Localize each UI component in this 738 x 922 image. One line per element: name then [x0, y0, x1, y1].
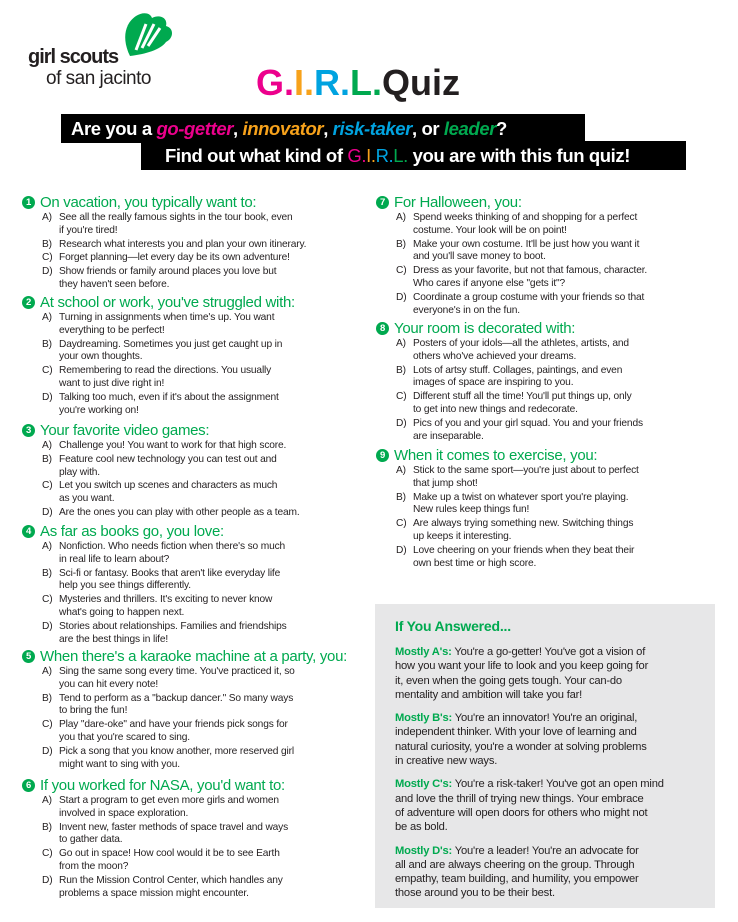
answer-letter: A) — [42, 541, 52, 552]
question-title — [376, 320, 716, 337]
answer-text: Love cheering on your friends when they beat their own best time or high score. — [413, 544, 635, 569]
answer-option — [42, 312, 362, 338]
question — [22, 194, 362, 293]
answer-letter: D) — [42, 266, 53, 278]
question — [376, 320, 716, 444]
answer-letter: D) — [42, 745, 53, 757]
result-label: Mostly D's: — [395, 844, 453, 857]
answer-text: Sci-fi or fantasy. Books that aren't like everyday life help you see things differently. — [59, 567, 281, 592]
answer-text: Tend to perform as a "backup dancer." So many ways to bring the fun! — [59, 692, 294, 717]
result-label: Mostly C's: — [395, 778, 453, 791]
answer-letter: C) — [42, 480, 53, 492]
answer-option — [396, 465, 716, 491]
answer-text: Are the ones you can play with other people as a team. — [59, 506, 300, 518]
girl-scouts-logo — [28, 10, 188, 90]
answer-text: Let you switch up scenes and characters as much as you want. — [59, 480, 278, 505]
answer-option — [396, 212, 716, 238]
answer-letter: A) — [396, 465, 406, 476]
answer-letter: A) — [396, 338, 406, 349]
answer-letter: C) — [42, 848, 53, 860]
answer-option — [42, 454, 362, 480]
answer-text: Forget planning—let every day be its own adventure! — [59, 252, 290, 264]
answer-letter: B) — [396, 364, 406, 376]
answer-option — [42, 239, 362, 252]
answer-list — [42, 541, 362, 646]
question — [22, 648, 362, 772]
answer-option — [42, 440, 362, 453]
answer-letter: B) — [42, 338, 52, 350]
answer-letter: B) — [42, 692, 52, 704]
answer-letter: B) — [396, 238, 406, 250]
result-item — [395, 777, 695, 834]
answer-text: See all the really famous sights in the tour book, even if you're tired! — [59, 212, 293, 236]
question-number-badge: 2 — [22, 296, 35, 309]
result-label: Mostly B's: — [395, 712, 453, 725]
question-text: For Halloween, you: — [394, 194, 522, 211]
answer-letter: D) — [42, 391, 53, 403]
page-title: G.I.R.L. Quiz — [256, 62, 461, 103]
answer-text: Remembering to read the directions. You usually want to just dive right in! — [59, 365, 272, 389]
answer-text: Coordinate a group costume with your friends so that everyone's in on the fun. — [413, 291, 645, 316]
answer-option — [42, 252, 362, 265]
answer-text: Show friends or family around places you love but they haven't seen before. — [59, 266, 277, 290]
question-text: On vacation, you typically want to: — [40, 194, 257, 211]
answer-option — [42, 666, 362, 692]
results-box — [375, 604, 715, 908]
question-number-badge: 9 — [376, 449, 389, 462]
question-title — [22, 422, 362, 439]
answer-option — [396, 518, 716, 544]
answer-option — [42, 848, 362, 874]
answer-letter: B) — [42, 567, 52, 579]
answer-letter: A) — [42, 212, 52, 223]
answer-letter: A) — [42, 440, 52, 451]
result-label: Mostly A's: — [395, 646, 452, 658]
question-number-badge: 6 — [22, 779, 35, 792]
answer-text: Play "dare-oke" and have your friends pick songs for you that you're scared to sing. — [59, 719, 288, 743]
answer-letter: C) — [396, 518, 407, 530]
question-title — [22, 523, 362, 540]
answer-list — [396, 465, 716, 570]
question-text: When there's a karaoke machine at a party, you: — [40, 648, 347, 665]
logo-text-line1: girl scouts — [28, 46, 119, 68]
question-title — [376, 447, 716, 464]
answer-option — [42, 822, 362, 848]
answer-list — [42, 440, 362, 520]
question-number-badge: 5 — [22, 650, 35, 663]
question-number-badge: 7 — [376, 196, 389, 209]
question-text: If you worked for NASA, you'd want to: — [40, 777, 285, 794]
answer-letter: B) — [42, 238, 52, 250]
results-heading: If You Answered... — [395, 618, 511, 634]
question-number-badge: 3 — [22, 424, 35, 437]
answer-option — [396, 492, 716, 518]
answer-letter: D) — [42, 874, 53, 886]
answer-letter: C) — [42, 365, 53, 377]
answer-option — [396, 292, 716, 318]
answer-text: Talking too much, even if it's about the assignment you're working on! — [59, 391, 279, 416]
question-title — [22, 777, 362, 794]
answer-letter: C) — [42, 594, 53, 606]
result-item — [395, 711, 695, 768]
answer-option — [42, 480, 362, 506]
answer-text: Feature cool new technology you can test out and play with. — [59, 453, 277, 478]
question-title — [376, 194, 716, 211]
subtitle-line-1: Are you a go-getter, innovator, risk-taker, or leader? — [61, 114, 585, 143]
answer-text: Go out in space! How cool would it be to see Earth from the moon? — [59, 848, 280, 872]
question — [22, 294, 362, 418]
answer-text: Lots of artsy stuff. Collages, paintings, and even images of space are inspiring to you. — [413, 364, 623, 389]
answer-text: Start a program to get even more girls and women involved in space exploration. — [59, 795, 279, 819]
answer-letter: D) — [396, 291, 407, 303]
question-text: At school or work, you've struggled with: — [40, 294, 295, 311]
answer-option — [42, 339, 362, 365]
question-title — [22, 294, 362, 311]
answer-option — [42, 795, 362, 821]
answer-text: Make up a twist on whatever sport you're playing. New rules keep things fun! — [413, 491, 629, 516]
question — [376, 194, 716, 318]
answer-list — [42, 312, 362, 417]
answer-text: Make your own costume. It'll be just how you want it and you'll save money to boot. — [413, 238, 640, 263]
answer-text: Are always trying something new. Switching things up keeps it interesting. — [413, 518, 634, 542]
answer-list — [396, 338, 716, 443]
answer-text: Stick to the same sport—you're just about to perfect that jump shot! — [413, 465, 639, 489]
question-title — [22, 194, 362, 211]
question — [376, 447, 716, 571]
answer-list — [42, 666, 362, 771]
answer-text: Nonfiction. Who needs fiction when there's so much in real life to learn about? — [59, 541, 286, 565]
answer-text: Challenge you! You want to work for that high score. — [59, 440, 287, 451]
answer-list — [396, 212, 716, 317]
answer-text: Invent new, faster methods of space travel and ways to gather data. — [59, 821, 289, 846]
answer-letter: C) — [396, 391, 407, 403]
answer-text: Posters of your idols—all the athletes, artists, and others who've achieved your dreams. — [413, 338, 629, 362]
question-number-badge: 8 — [376, 322, 389, 335]
answer-list — [42, 212, 362, 292]
answer-letter: D) — [396, 544, 407, 556]
question — [22, 523, 362, 647]
answer-text: Run the Mission Control Center, which handles any problems a space mission might encounter. — [59, 874, 283, 899]
answer-letter: D) — [396, 417, 407, 429]
answer-option — [42, 875, 362, 901]
answer-option — [42, 266, 362, 292]
answer-text: Stories about relationships. Families and friendships are the best things in life! — [59, 620, 287, 645]
answer-text: Sing the same song every time. You've practiced it, so you can hit every note! — [59, 666, 295, 690]
answer-text: Daydreaming. Sometimes you just get caught up in your own thoughts. — [59, 338, 283, 363]
result-text: You're an innovator! You're an original, independent thinker. With your love of learning and natural curiosity, you're a wonder at solving problems in creative new ways. — [395, 712, 647, 768]
answer-text: Mysteries and thrillers. It's exciting to never know what's going to happen next. — [59, 594, 273, 618]
answer-letter: C) — [42, 252, 53, 264]
answer-letter: A) — [396, 212, 406, 223]
answer-option — [396, 391, 716, 417]
answer-option — [42, 719, 362, 745]
result-text: You're a go-getter! You've got a vision of how you want your life to look and you keep going for it, even when the going gets tough. Your can-do mentality and ambition will take you far! — [395, 646, 649, 701]
answer-option — [396, 418, 716, 444]
answer-letter: B) — [396, 491, 406, 503]
answer-option — [42, 594, 362, 620]
question-text: Your favorite video games: — [40, 422, 210, 439]
answer-option — [396, 265, 716, 291]
answer-letter: A) — [42, 312, 52, 323]
answer-letter: A) — [42, 795, 52, 806]
answer-letter: D) — [42, 506, 53, 518]
answer-option — [42, 507, 362, 520]
question-number-badge: 1 — [22, 196, 35, 209]
answer-text: Spend weeks thinking of and shopping for a perfect costume. Your look will be on point! — [413, 212, 638, 236]
question-text: As far as books go, you love: — [40, 523, 224, 540]
answer-letter: C) — [396, 265, 407, 277]
question-text: Your room is decorated with: — [394, 320, 576, 337]
answer-text: Dress as your favorite, but not that famous, character. Who cares if anyone else "gets it"? — [413, 265, 648, 289]
answer-text: Turning in assignments when time's up. You want everything to be perfect! — [59, 312, 275, 336]
answer-option — [42, 365, 362, 391]
answer-text: Pick a song that you know another, more reserved girl might want to sing with you. — [59, 745, 294, 770]
logo-text-line2: of san jacinto — [46, 68, 151, 89]
question-number-badge: 4 — [22, 525, 35, 538]
result-item — [395, 844, 695, 901]
answer-option — [396, 338, 716, 364]
question — [22, 777, 362, 901]
trefoil-profiles-icon — [120, 10, 180, 58]
answer-text: Pics of you and your girl squad. You and your friends are inseparable. — [413, 417, 643, 442]
answer-letter: A) — [42, 666, 52, 677]
question — [22, 422, 362, 521]
answer-option — [42, 541, 362, 567]
answer-text: Different stuff all the time! You'll put things up, only to get into new things and redecorate. — [413, 391, 632, 415]
answer-option — [42, 621, 362, 647]
answer-option — [396, 365, 716, 391]
answer-option — [42, 693, 362, 719]
answer-text: Research what interests you and plan your own itinerary. — [59, 238, 307, 250]
answer-option — [42, 746, 362, 772]
answer-option — [396, 239, 716, 265]
subtitle-line-2: Find out what kind of G.I.R.L. you are with this fun quiz! — [141, 141, 686, 170]
question-text: When it comes to exercise, you: — [394, 447, 598, 464]
result-text: You're a leader! You're an advocate for all and are always cheering on the group. Through empathy, team building, and humility, you empower those around you to be their best. — [395, 844, 639, 900]
answer-letter: B) — [42, 453, 52, 465]
question-title — [22, 648, 362, 665]
answer-letter: B) — [42, 821, 52, 833]
answer-option — [42, 568, 362, 594]
answer-option — [42, 212, 362, 238]
answer-list — [42, 795, 362, 900]
answer-letter: D) — [42, 620, 53, 632]
result-item — [395, 645, 695, 702]
answer-option — [396, 545, 716, 571]
answer-option — [42, 392, 362, 418]
answer-letter: C) — [42, 719, 53, 731]
result-text: You're a risk-taker! You've got an open mind and love the thrill of trying new things. Your embrace of adventure will open doors for others who might not be as bold. — [395, 778, 664, 834]
